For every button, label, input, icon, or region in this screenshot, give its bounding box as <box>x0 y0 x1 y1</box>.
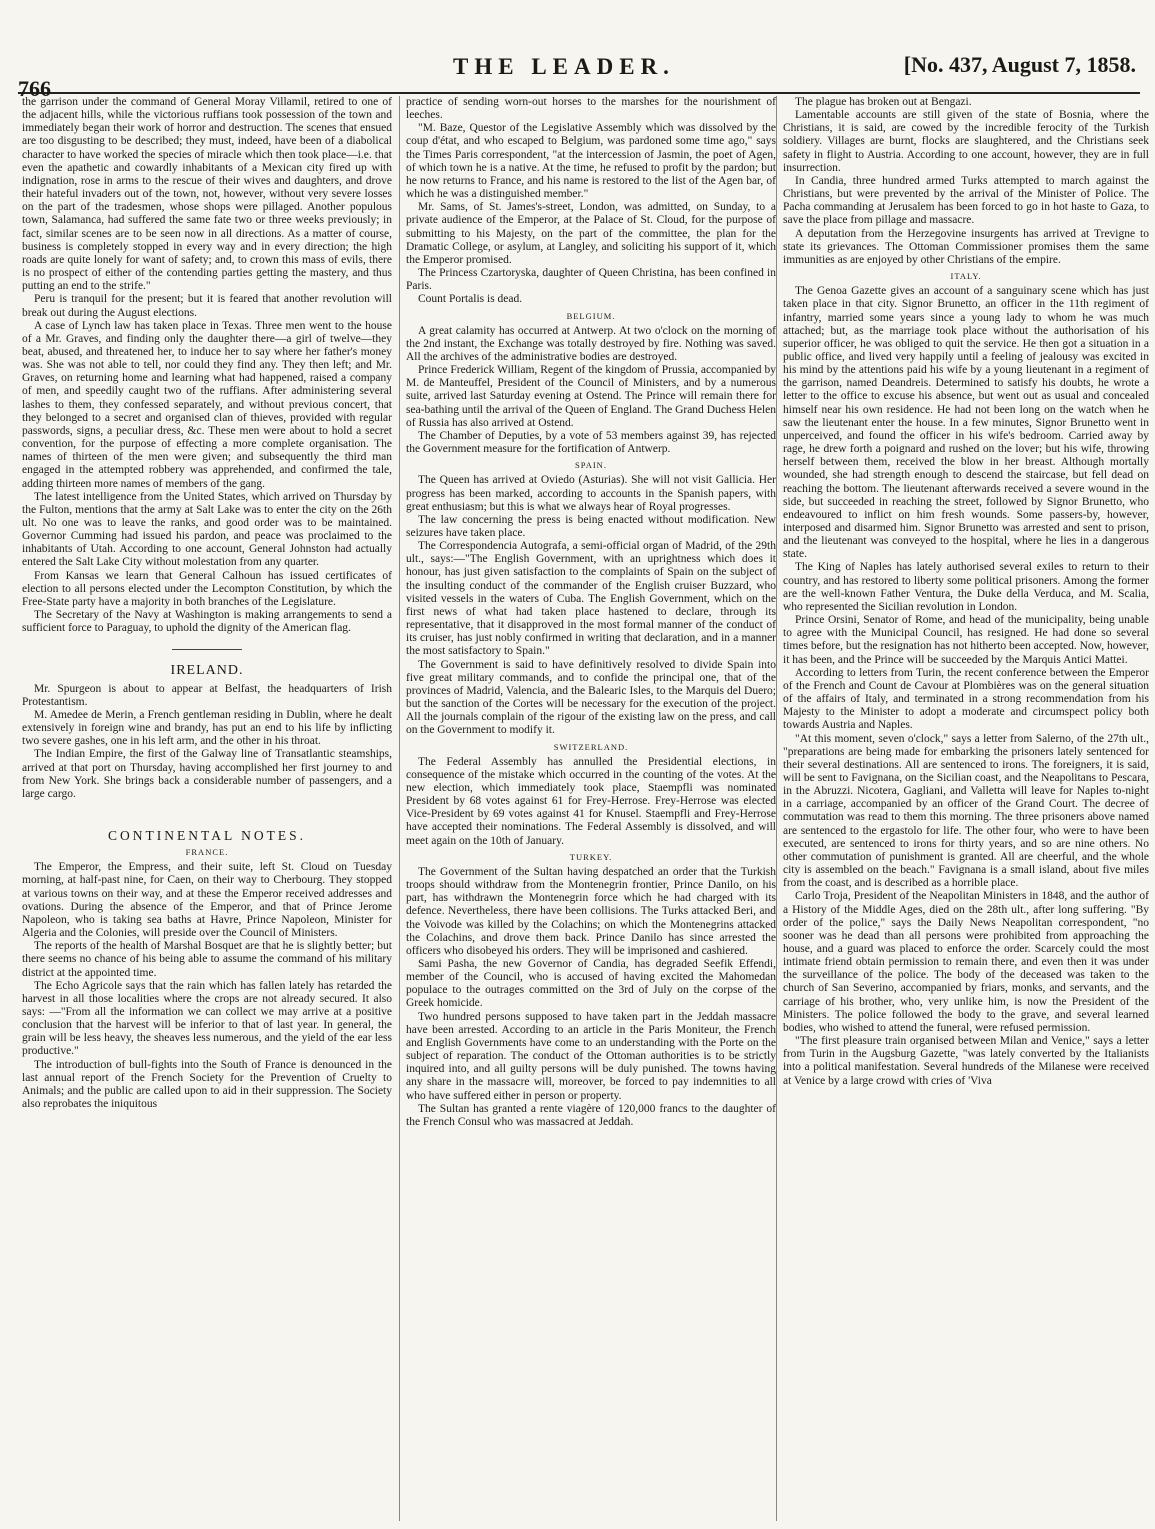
paragraph: The Indian Empire, the first of the Galway line of Transatlantic steamships, arrived at that port on Thursday, having accomplished her first journey to and from New York. She brings back a considerable number of passengers, and a large cargo. <box>22 748 392 800</box>
subheading-belgium: BELGIUM. <box>566 310 616 321</box>
paragraph: The Queen has arrived at Oviedo (Asturias). She will not visit Gallicia. Her progress has been marked, according to accounts in the Spanish papers, with great enthusiasm; but this is what we always hear of Royal progresses. <box>406 474 776 513</box>
paragraph: Carlo Troja, President of the Neapolitan Ministers in 1848, and the author of a History of the Middle Ages, died on the 28th ult., after long suffering. "By order of the police," says the Daily News Neapolitan correspondent, "no sooner was he dead than all persons were prohibited from approaching the house, and a guard was placed to enforce the order. Scarcely could the most intimate friend obtain permission to remain there, and even then it was under the surveillance of the police. The body of the deceased was taken to the church of San Severino, accompanied by friars, monks, and servants, and the carriage of his brother, who, very unlike him, is now the President of the Ministers. The police followed the body to the grave, and several learned bodies, who wished to attend the funeral, were refused permission. <box>783 890 1149 1034</box>
paragraph: The King of Naples has lately authorised several exiles to return to their country, and has restored to liberty some political prisoners. Among the former are the well-known Father Ventura, the Duke della Verduca, and M. Scalia, who represented the Sicilian revolution in London. <box>783 561 1149 613</box>
paragraph: "At this moment, seven o'clock," says a letter from Salerno, of the 27th ult., "preparations are being made for embarking the prisoners lately sentenced for their several destinations. All are sentenced to irons. The foreigners, it is said, will be sent to Favignana, on the Sicilian coast, and the Neapolitans to Pescara, in the Abruzzi. Nicotera, Gagliani, and Valletta will leave for Naples to-night in a carriage, accompanied by an officer of the Grand Court. The decree of commutation was read to them this morning. The three prisoners above named are sentenced to the ergastolo for life. The other four, who were to have been executed, are sentenced to irons for thirty years, and so are nine others. No other commutation of punishment is granted. All are cheerful, and the whole city is assembled on the beach." Favignana is a small island, about five miles from the coast, and is described as a horrible place. <box>783 732 1149 890</box>
masthead-title: THE LEADER. <box>453 54 675 79</box>
subheading-france: FRANCE. <box>185 847 229 858</box>
section-heading-ireland: IRELAND. <box>170 663 244 679</box>
paragraph: The Princess Czartoryska, daughter of Queen Christina, has been confined in Paris. <box>406 267 776 293</box>
paragraph: A great calamity has occurred at Antwerp. At two o'clock on the morning of the 2nd instant, the Exchange was totally destroyed by fire. Nothing was saved. All the archives of the administrative bodies are destroyed. <box>406 324 776 363</box>
paragraph: The law concerning the press is being enacted without modification. New seizures have taken place. <box>406 513 776 539</box>
column-3 <box>776 96 1149 1521</box>
paragraph: In Candia, three hundred armed Turks attempted to march against the Christians, but were prevented by the arrival of the Minister of Police. The Pacha commanding at Jerusalem has been forced to go in hot haste to Gaza, to save the place from pillage and massacre. <box>783 174 1149 227</box>
paragraph: A deputation from the Herzegovine insurgents has arrived at Trevigne to state its grievances. The Ottoman Commissioner promises them the same immunities as are enjoyed by other Christians of the empire. <box>783 227 1149 266</box>
paragraph: The introduction of bull-fights into the South of France is denounced in the last annual report of the French Society for the Prevention of Cruelty to Animals; and the public are called upon to aid in their suppression. The Society also reprobates the iniquitous <box>22 1058 392 1111</box>
paragraph: The Government of the Sultan having despatched an order that the Turkish troops should withdraw from the Montenegrin frontier, Prince Danilo, on his part, has withdrawn the Montenegrin force which he had charged with its defence. Nevertheless, there have been collisions. The Turks attacked Beri, and the Voivode was killed by the Colachins; on which the Montenegrins attacked the Colachins, and drove them back. Prince Danilo has since arrested the officers who disobeyed his orders. They will be imprisoned and cashiered. <box>406 865 776 957</box>
paragraph: The plague has broken out at Bengazi. <box>795 96 972 108</box>
paragraph: Peru is tranquil for the present; but it is feared that another revolution will break out during the August elections. <box>22 293 392 319</box>
paragraph: Sami Pasha, the new Governor of Candia, has degraded Seefik Effendi, member of the Council, who is accused of having excited the Mahomedan populace to the outrages committed on the 3rd of July on the corpse of the Greek homicide. <box>406 958 776 1010</box>
paragraph: The Sultan has granted a rente viagère of 120,000 francs to the daughter of the French Consul who was massacred at Jeddah. <box>406 1102 776 1128</box>
page-number: 766 <box>18 76 51 101</box>
subheading-turkey: TURKEY. <box>569 851 613 862</box>
paragraph: From Kansas we learn that General Calhoun has issued certificates of election to all persons elected under the Lecompton Constitution, by which the Free-State party have a majority in both branches of the Legislature. <box>22 569 392 608</box>
paragraph: The reports of the health of Marshal Bosquet are that he is slightly better; but there seems no chance of his being able to assume the command of his military district at the appointed time. <box>22 940 392 979</box>
paragraph: The Correspondencia Autografa, a semi-official organ of Madrid, of the 29th ult., says:—"The English Government, with an uprightness which does it honour, has just given satisfaction to the complaints of Spain on the subject of the insulting conduct of the commander of the English cruiser Buzzard, who visited vessels in the waters of Cuba. The English Government, which on the first news of what had taken place hastened to declare, through its representative, that it disapproved in the most formal manner of the conduct of its cruiser, has just nobly confirmed in writing that declaration, and in a manner the most satisfactory to Spain." <box>406 540 776 658</box>
subheading-spain: SPAIN. <box>575 460 607 471</box>
paragraph: According to letters from Turin, the recent conference between the Emperor of the French and Count de Cavour at Plombières was on the general situation of the affairs of Italy, and terminated in a strong recommendation from his Majesty to the Minister to adopt a moderate and circumspect policy both towards Austria and Naples. <box>783 666 1149 732</box>
column-1 <box>22 96 392 1521</box>
paragraph: Mr. Sams, of St. James's-street, London, was admitted, on Sunday, to a private audience of the Emperor, at the Palace of St. Cloud, for the purpose of submitting to his Majesty, on the part of the committee, the plan for the Dramatic College, or asylum, at Langley, and soliciting his support of it, which the Emperor promised. <box>406 201 776 266</box>
paragraph: The Secretary of the Navy at Washington is making arrangements to send a sufficient force to Paraguay, to uphold the dignity of the American flag. <box>22 609 392 635</box>
paragraph: The Government is said to have definitively resolved to divide Spain into five great military commands, and to confide the principal one, that of the provinces of Madrid, Valencia, and the Balearic Isles, to the Marquis del Duero; but the sanction of the Cortes will be necessary for the execution of the project. All the journals complain of the rigour of the existing law on the press, and call on the Government to modify it. <box>406 658 776 737</box>
paragraph: Prince Frederick William, Regent of the kingdom of Prussia, accompanied by M. de Manteuffel, President of the Council of Ministers, and by a numerous suite, arrived last Saturday evening at Ostend. The Prince will remain there for sea-bathing until the arrival of the Queen of England. The Grand Duchess Helen of Russia has also arrived at Ostend. <box>406 364 776 429</box>
paragraph: The Echo Agricole says that the rain which has fallen lately has retarded the harvest in all those localities where the crops are not already secured. It also says: —"From all the information we can collect we may arrive at a positive conclusion that the harvest will be inferior to that of last year. In general, the grain will be less heavy, the sheaves less numerous, and the yield of the ear less productive." <box>22 979 392 1058</box>
paragraph: practice of sending worn-out horses to the marshes for the nourishment of leeches. <box>406 96 776 122</box>
paragraph: Count Portalis is dead. <box>418 293 523 306</box>
paragraph: M. Amedee de Merin, a French gentleman residing in Dublin, where he dealt extensively in foreign wine and brandy, has put an end to his life by inflicting two severe gashes, one in his left arm, and the other in his throat. <box>22 708 392 748</box>
subheading-italy: ITALY. <box>950 271 982 282</box>
paragraph: The Genoa Gazette gives an account of a sanguinary scene which has just taken place in that city. Signor Brunetto, an officer in the 11th regiment of infantry, married some years since a young lady to whom he was much attached; but, as the marriage took place without the authorisation of his superior officer, he was obliged to quit the service. He then got a situation in a public office, and lived very happily until a feeling of jealousy was excited in his mind by the attentions paid his wife by a young lieutenant in a regiment of the garrison, named Deandreis. Determined to satisfy his doubts, he wrote a letter to the office to excuse his absence, but went out as usual and concealed himself near his own residence. He had not been long on the watch when he saw the lieutenant enter the house. In a few minutes, Signor Brunetto went in unperceived, and found the officer in his wife's bedroom. Carried away by rage, he drew forth a poignard and rushed on the lover; but his wife, throwing herself between them, received the blow in her breast. Although mortally wounded, she had strength enough to descend the staircase, but fell dead on reaching the bottom. The lieutenant afterwards received a severe wound in the side, but succeeded in reaching the street, followed by Signor Brunetto, who endeavoured to inflict on him fresh wounds. Some passers-by, however, interposed and disarmed him. Signor Brunetto was arrested and sent to prison, and the lieutenant was conveyed to the hospital, where he lies in a dangerous state. <box>783 285 1149 561</box>
section-heading-continental-notes: CONTINENTAL NOTES. <box>108 827 306 843</box>
paragraph: "The first pleasure train organised between Milan and Venice," says a letter from Turin in the Augsburg Gazette, "was lately converted by the Italianists into a political manifestation. Several hundreds of the Milanese were received at Venice by a large crowd with cries of 'Viva <box>783 1035 1149 1087</box>
column-2 <box>399 96 776 1521</box>
subheading-switzerland: SWITZERLAND. <box>553 741 629 752</box>
issue-date: [No. 437, August 7, 1858. <box>903 52 1136 77</box>
paragraph: Two hundred persons supposed to have taken part in the Jeddah massacre have been arrested. According to an article in the Paris Moniteur, the French and English Governments have come to an understanding with the Porte on the subject of reparation. The conduct of the Ottoman authorities is to be strictly inquired into, and all guilty persons will be duly punished. The towns having any share in the massacre will, moreover, be forced to pay indemnities to all who have suffered either in person or property. <box>406 1010 776 1102</box>
paragraph: Mr. Spurgeon is about to appear at Belfast, the headquarters of Irish Protestantism. <box>22 682 392 708</box>
paragraph: Lamentable accounts are still given of the state of Bosnia, where the Christians, it is said, are cowed by the incredible ferocity of the Turkish soldiery. Villages are burnt, flocks are slaughtered, and the Christians seek safety in flight to Austria. According to one account, however, they are in full insurrection. <box>783 109 1149 174</box>
page-header <box>18 52 1140 101</box>
paragraph: The latest intelligence from the United States, which arrived on Thursday by the Fulton, mentions that the army at Salt Lake was to enter the city on the 26th ult. No one was to leave the ranks, and good order was to be maintained. Governor Cumming had issued his pardon, and peace was proclaimed to the inhabitants of Utah. According to one account, General Johnston had actually entered the Salt Lake City without molestation from any quarter. <box>22 490 392 569</box>
paragraph: The Emperor, the Empress, and their suite, left St. Cloud on Tuesday morning, at half-past nine, for Caen, on their way to Cherbourg. They stopped at various towns on their way, and at these the Emperor received addresses and ovations. During the absence of the Emperor, and that of Prince Jerome Napoleon, who is taking sea baths at Havre, Prince Napoleon, Minister for Algeria and the Colonies, will preside over the Council of Ministers. <box>22 861 392 940</box>
paragraph: the garrison under the command of General Moray Villamil, retired to one of the adjacent hills, while the victorious ruffians took possession of the town and immediately began their work of horror and destruction. The scenes that ensued are too disgusting to be described; they must, indeed, have been of a diabolical character to have worked the species of miracle which then took place—i.e. that even the apathetic and cowardly inhabitants of a Mexican city fired up with indignation, rose in arms to the rescue of their wives and daughters, and drove their hateful invaders out of the town, not, however, without very severe losses on the part of the tradesmen, whose shops were pillaged. Another populous town, Salamanca, had suffered the same fate two or three weeks previously; in fact, similar scenes are to be seen now in all directions. As a matter of course, business is completely stopped in every way and in every direction; the high roads are quite lonely for want of safety; and, to crown this mass of evils, there is no prospect of either of the contending parties getting the mastery, and thus putting an end to the strife." <box>22 96 392 293</box>
section-divider <box>172 649 242 650</box>
paragraph: "M. Baze, Questor of the Legislative Assembly which was dissolved by the coup d'état, and who escaped to Belgium, was pardoned some time ago," says the Times Paris correspondent, "at the intercession of Jasmin, the poet of Agen, of which town he is a native. At the time, he refused to profit by the pardon; but he now returns to France, and his name is restored to the list of the Agen bar, of which he was a distinguished member." <box>406 122 776 201</box>
paragraph: The Federal Assembly has annulled the Presidential elections, in consequence of the mistake which occurred in the counting of the votes. At the new election, which immediately took place, Staempfli was nominated President by 68 votes against 61 for Frey-Herrose. Frey-Herrose was elected Vice-President by 69 votes against 41 for Knusel. Staempfli and Frey-Herrose have accepted their nominations. The Federal Assembly is dissolved, and will meet again on the 10th of January. <box>406 755 776 847</box>
paragraph: A case of Lynch law has taken place in Texas. Three men went to the house of a Mr. Graves, and finding only the daughter there—a girl of twelve—they beat, abused, and threatened her, to induce her to say where her father's money was. She was not able to tell, nor could they find any. They then left; and Mr. Graves, on returning home and learning what had happened, raised a company of men, and speedily caught two of the ruffians. After administering several lashes to them, they confessed separately, and without previous concert, that they belonged to a secret and organised clan of thieves, provided with regular passwords, signs, a peculiar dress, &c. These men were about to hold a secret convention, for the purpose of effecting a more complete organisation. The names of thirteen of the men were given; and subsequently the third man engaged in the attempted robbery was apprehended, and confirmed the tale, adding thirteen more names of members of the gang. <box>22 319 392 490</box>
paragraph: Prince Orsini, Senator of Rome, and head of the municipality, being unable to agree with the Municipal Council, has resigned. He had done so several times before, but the resignation has not hitherto been accepted. Now, however, it has been, and the Prince will be succeeded by the Marquis Antici Mattei. <box>783 614 1149 666</box>
paragraph: The Chamber of Deputies, by a vote of 53 members against 39, has rejected the Government measure for the fortification of Antwerp. <box>406 429 776 456</box>
